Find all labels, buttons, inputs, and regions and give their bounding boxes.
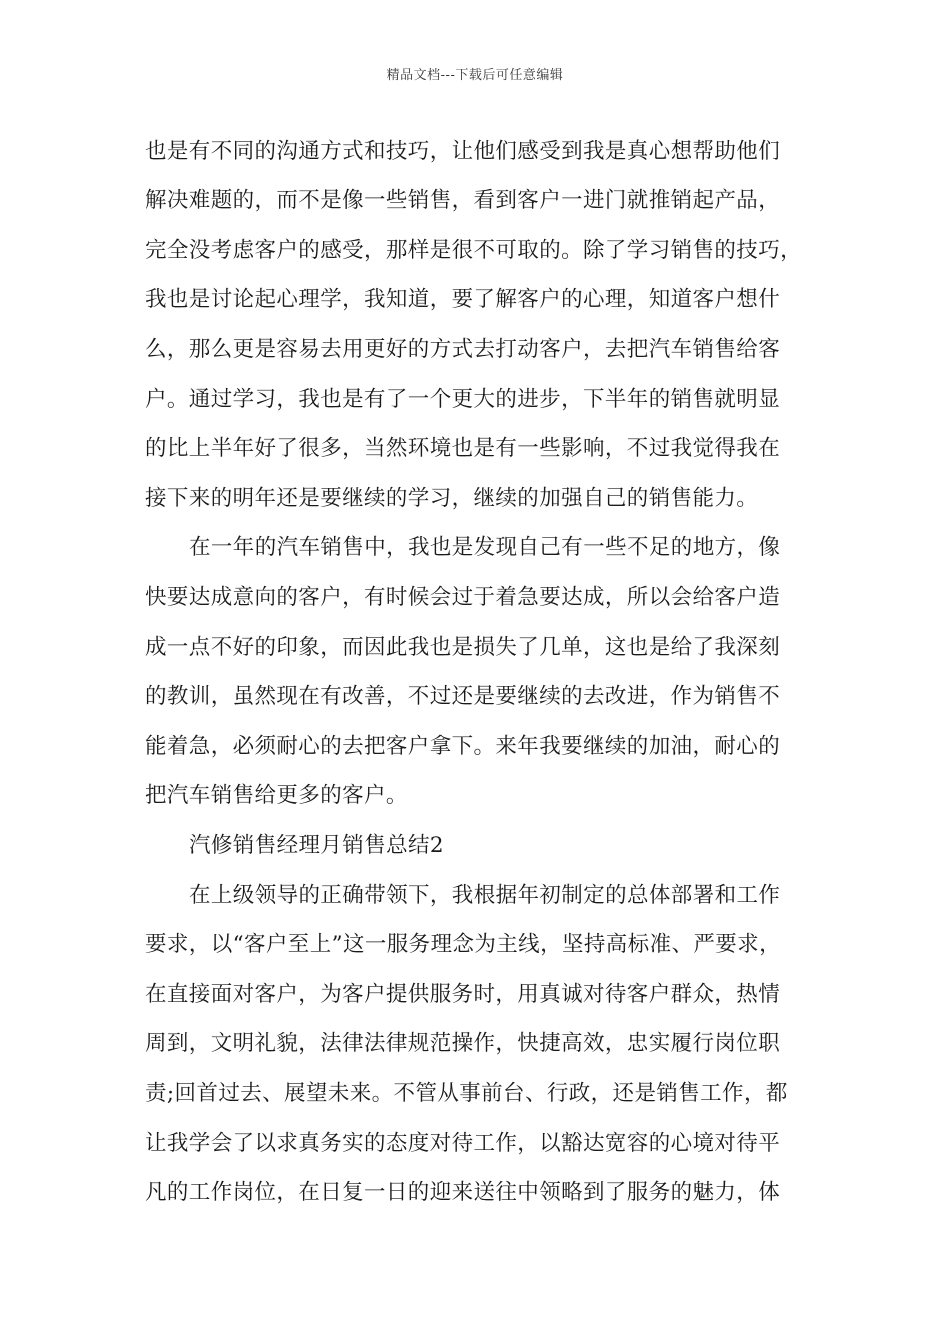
- text-line: 要求，以“客户至上”这一服务理念为主线，坚持高标准、严要求，: [145, 932, 781, 957]
- text-line: 成一点不好的印象，而因此我也是损失了几单，这也是给了我深刻: [145, 635, 781, 660]
- text-line: 解决难题的，而不是像一些销售，看到客户一进门就推销起产品，: [145, 188, 781, 213]
- text-line: 完全没考虑客户的感受，那样是很不可取的。除了学习销售的技巧，: [145, 238, 803, 263]
- paragraph-first-line: 在一年的汽车销售中，我也是发现自己有一些不足的地方，像: [189, 535, 781, 560]
- text-line: 让我学会了以求真务实的态度对待工作，以豁达宽容的心境对待平: [145, 1131, 781, 1156]
- text-line: 的比上半年好了很多，当然环境也是有一些影响，不过我觉得我在: [145, 436, 781, 461]
- text-line: 凡的工作岗位，在日复一日的迎来送往中领略到了服务的魅力，体: [145, 1180, 781, 1205]
- section-heading: 汽修销售经理月销售总结2: [189, 833, 444, 858]
- text-line: 能着急，必须耐心的去把客户拿下。来年我要继续的加油，耐心的: [145, 734, 781, 759]
- text-line: 接下来的明年还是要继续的学习，继续的加强自己的销售能力。: [145, 486, 759, 511]
- text-line: 在直接面对客户，为客户提供服务时，用真诚对待客户群众，热情: [145, 982, 781, 1007]
- paragraph-first-line: 在上级领导的正确带领下，我根据年初制定的总体部署和工作: [189, 883, 781, 908]
- document-header: 精品文档---下载后可任意编辑: [386, 68, 564, 83]
- text-line: 把汽车销售给更多的客户。: [145, 783, 408, 808]
- text-line: 周到，文明礼貌，法律法律规范操作，快捷高效，忠实履行岗位职: [145, 1031, 781, 1056]
- text-line: 我也是讨论起心理学，我知道，要了解客户的心理，知道客户想什: [145, 287, 781, 312]
- text-line: 快要达成意向的客户，有时候会过于着急要达成，所以会给客户造: [145, 585, 781, 610]
- text-line: 也是有不同的沟通方式和技巧，让他们感受到我是真心想帮助他们: [145, 139, 781, 164]
- text-line: 责;回首过去、展望未来。不管从事前台、行政，还是销售工作，都: [145, 1081, 788, 1106]
- text-line: 么，那么更是容易去用更好的方式去打动客户，去把汽车销售给客: [145, 337, 781, 362]
- text-line: 户。通过学习，我也是有了一个更大的进步，下半年的销售就明显: [145, 387, 781, 412]
- text-line: 的教训，虽然现在有改善，不过还是要继续的去改进，作为销售不: [145, 684, 781, 709]
